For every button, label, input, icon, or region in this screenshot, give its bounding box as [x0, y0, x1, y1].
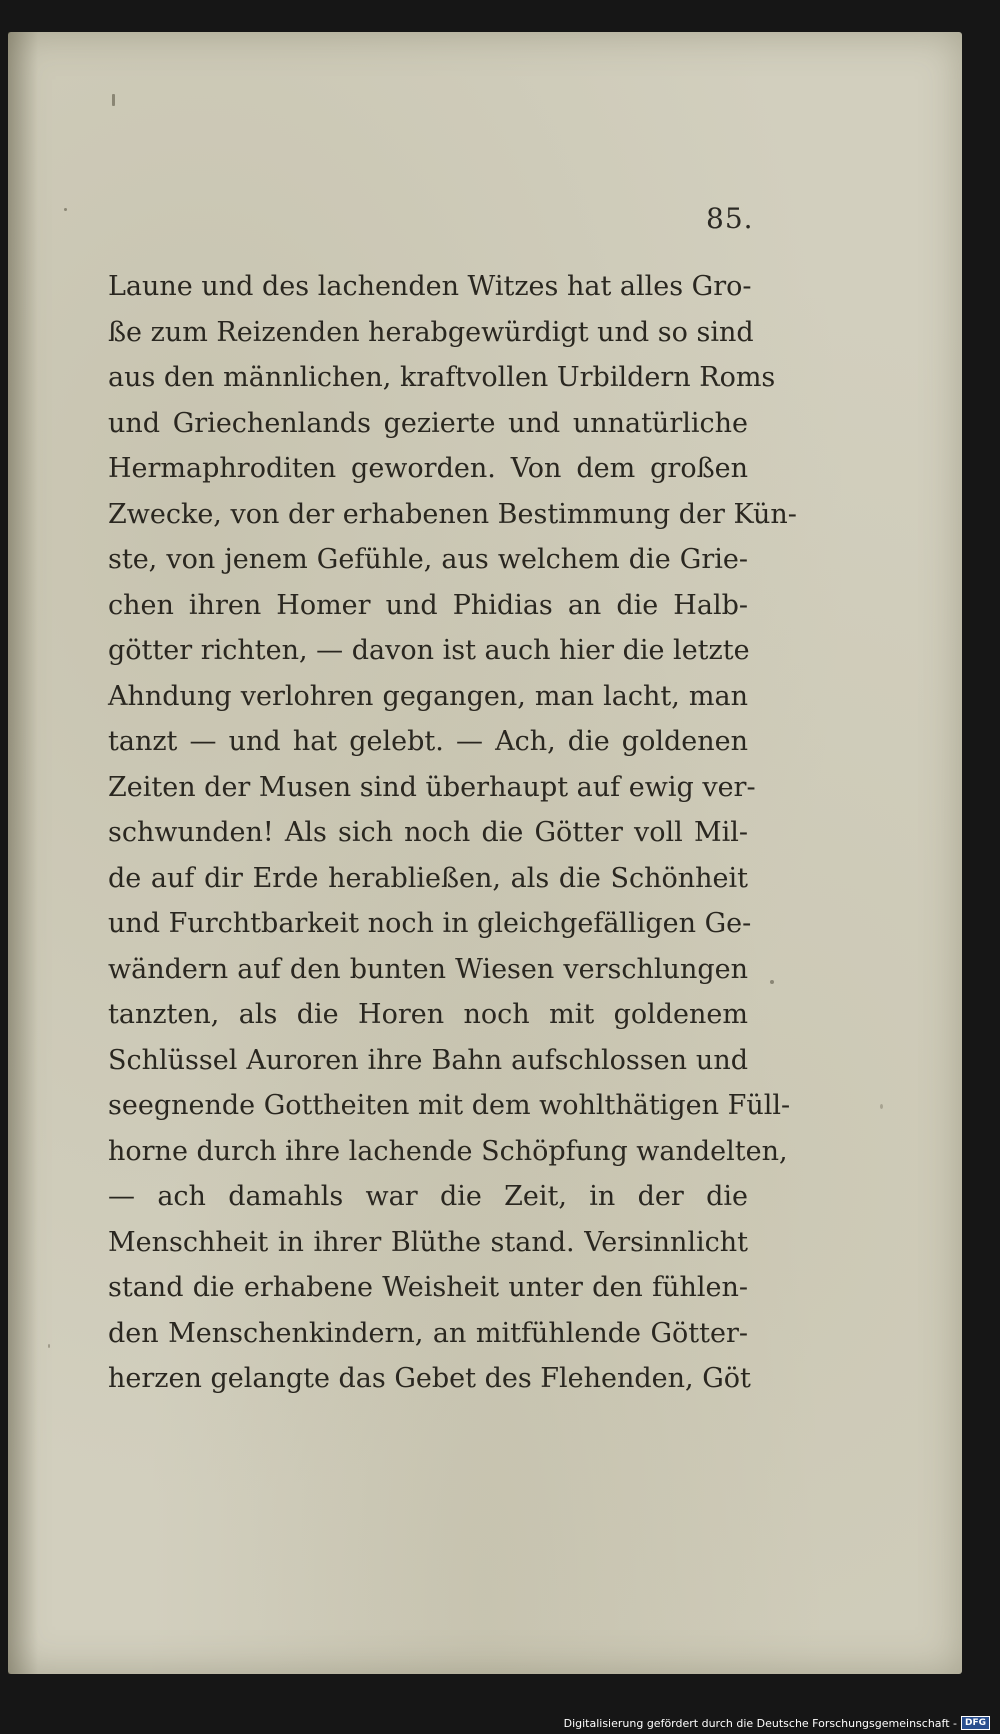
text-line: Hermaphroditen geworden. Von dem großen — [108, 453, 748, 484]
page-number: 85. — [706, 202, 754, 235]
text-line: götter richten, — davon ist auch hier die letzte — [108, 635, 750, 666]
text-line: Menschheit in ihrer Blüthe stand. Versinnlicht — [108, 1226, 748, 1258]
text-line: Ahndung verlohren gegangen, man lacht, man — [108, 680, 748, 712]
footer-credit-text: Digitalisierung gefördert durch die Deutsche Forschungsgemeinschaft - — [563, 1716, 957, 1730]
body-text — [108, 264, 797, 1402]
paper-speck — [112, 94, 115, 106]
text-line: tanzt — und hat gelebt. — Ach, die goldenen — [108, 726, 748, 757]
text-line: und Furchtbarkeit noch in gleichgefälligen Ge- — [108, 908, 752, 939]
text-line: tanzten, als die Horen noch mit goldenem — [108, 999, 748, 1030]
text-line: ste, von jenem Gefühle, aus welchem die Grie- — [108, 544, 748, 575]
text-line: Zeiten der Musen sind überhaupt auf ewig ver- — [108, 771, 756, 803]
paper-speck — [48, 1344, 50, 1348]
spine-shadow — [8, 32, 38, 1674]
text-line: horne durch ihre lachende Schöpfung wandelten, — [108, 1135, 788, 1167]
text-line: Zwecke, von der erhabenen Bestimmung der Kün- — [108, 498, 797, 530]
text-line: chen ihren Homer und Phidias an die Halb- — [108, 589, 748, 621]
text-line: ße zum Reizenden herabgewürdigt und so sind — [108, 316, 754, 348]
paper-speck — [64, 208, 67, 211]
text-line: Laune und des lachenden Witzes hat alles Gro- — [108, 271, 752, 302]
text-line: Schlüssel Auroren ihre Bahn aufschlossen und — [108, 1044, 748, 1076]
text-line: wändern auf den bunten Wiesen verschlungen — [108, 953, 748, 985]
text-line: und Griechenlands gezierte und unnatürliche — [108, 407, 748, 439]
text-line: aus den männlichen, kraftvollen Urbildern Roms — [108, 362, 776, 393]
text-line: den Menschenkindern, an mitfühlende Götter- — [108, 1317, 748, 1349]
text-line: stand die erhabene Weisheit unter den fühlen- — [108, 1272, 748, 1303]
book-page — [8, 32, 962, 1674]
paper-speck — [880, 1104, 883, 1109]
text-line: seegnende Gottheiten mit dem wohlthätigen Füll- — [108, 1090, 791, 1121]
text-line: — ach damahls war die Zeit, in der die — [108, 1181, 748, 1212]
paper-speck — [770, 980, 774, 984]
text-line: de auf dir Erde herabließen, als die Schönheit — [108, 862, 748, 894]
dfg-logo: DFG — [961, 1716, 990, 1730]
footer-credit — [564, 1716, 990, 1730]
text-line: schwunden! Als sich noch die Götter voll Mil- — [108, 817, 748, 848]
text-line: herzen gelangte das Gebet des Flehenden, Göt — [108, 1363, 751, 1394]
